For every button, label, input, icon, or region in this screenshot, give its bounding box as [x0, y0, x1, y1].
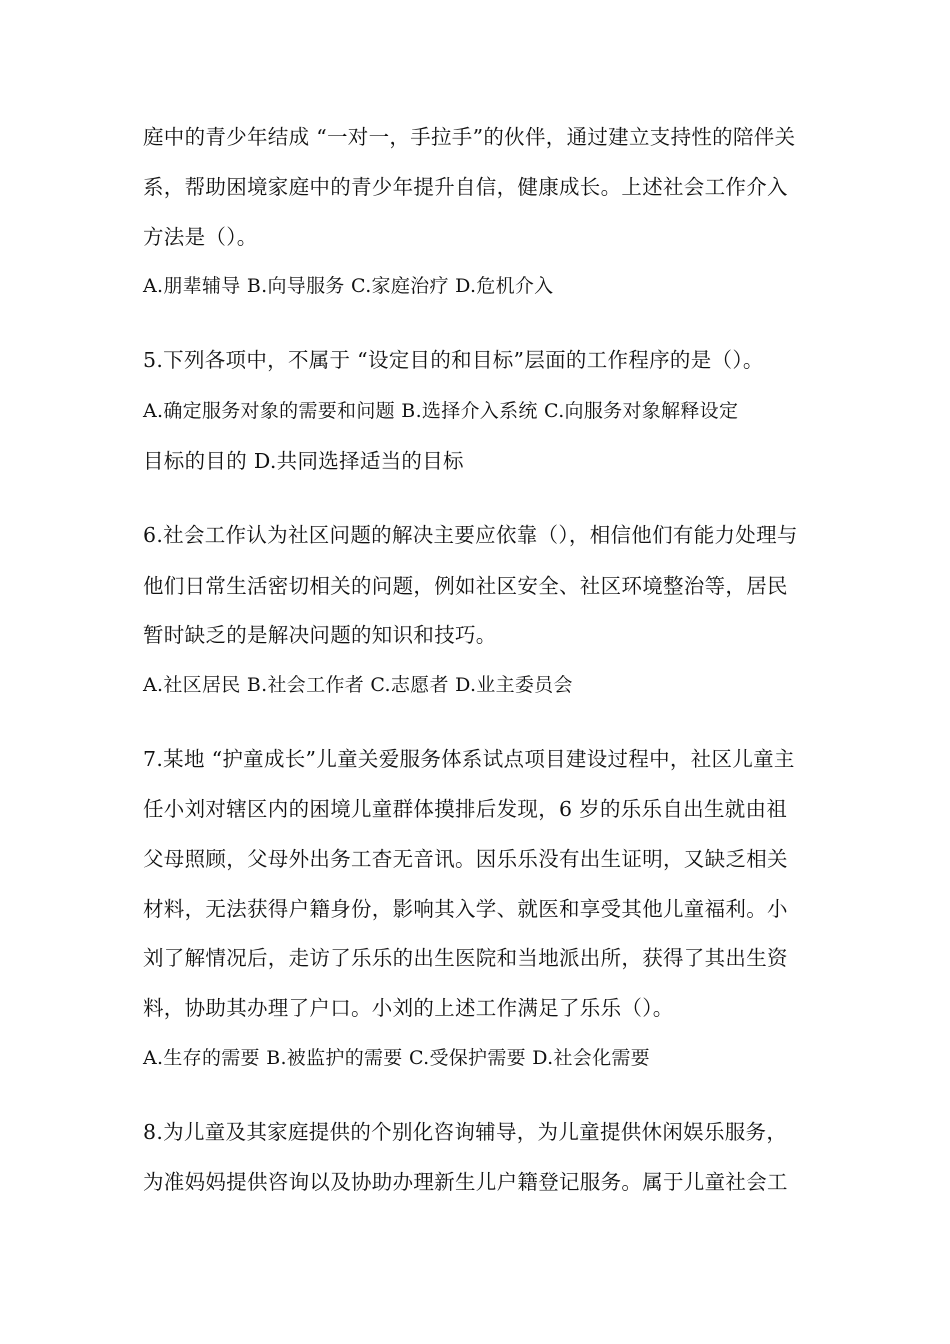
q5-options-line-1: A.确定服务对象的需要和问题 B.选择介入系统 C.向服务对象解释设定 [143, 400, 739, 422]
q5-question: 5.下列各项中，不属于 “设定目的和目标”层面的工作程序的是（）。 [143, 348, 764, 372]
q7-line-2: 任小刘对辖区内的困境儿童群体摸排后发现，6 岁的乐乐自出生就由祖 [143, 797, 788, 821]
q7-line-1: 7.某地 “护童成长”儿童关爱服务体系试点项目建设过程中，社区儿童主 [143, 747, 795, 771]
q8-line-1: 8.为儿童及其家庭提供的个别化咨询辅导，为儿童提供休闲娱乐服务， [143, 1120, 788, 1144]
q5-options-line-2: 目标的目的 D.共同选择适当的目标 [143, 449, 464, 473]
q7-line-6: 料，协助其办理了户口。小刘的上述工作满足了乐乐（）。 [143, 996, 674, 1020]
q6-line-2: 他们日常生活密切相关的问题，例如社区安全、社区环境整治等，居民 [143, 574, 788, 598]
q7-line-3: 父母照顾，父母外出务工杳无音讯。因乐乐没有出生证明，又缺乏相关 [143, 847, 788, 871]
q6-options: A.社区居民 B.社会工作者 C.志愿者 D.业主委员会 [143, 674, 573, 696]
q7-line-5: 刘了解情况后，走访了乐乐的出生医院和当地派出所，获得了其出生资 [143, 946, 788, 970]
q4-line-2: 系，帮助困境家庭中的青少年提升自信，健康成长。上述社会工作介入 [143, 175, 788, 199]
q8-line-2: 为准妈妈提供咨询以及协助办理新生儿户籍登记服务。属于儿童社会工 [143, 1170, 788, 1194]
q4-options: A.朋辈辅导 B.向导服务 C.家庭治疗 D.危机介入 [143, 275, 554, 297]
q7-options: A.生存的需要 B.被监护的需要 C.受保护需要 D.社会化需要 [143, 1047, 650, 1069]
q6-line-3: 暂时缺乏的是解决问题的知识和技巧。 [143, 623, 497, 647]
q4-line-3: 方法是（）。 [143, 225, 258, 249]
q4-line-1: 庭中的青少年结成 “一对一，手拉手”的伙伴，通过建立支持性的陪伴关 [143, 125, 796, 149]
q7-line-4: 材料，无法获得户籍身份，影响其入学、就医和享受其他儿童福利。小 [143, 897, 788, 921]
q6-line-1: 6.社会工作认为社区问题的解决主要应依靠（），相信他们有能力处理与 [143, 523, 798, 547]
